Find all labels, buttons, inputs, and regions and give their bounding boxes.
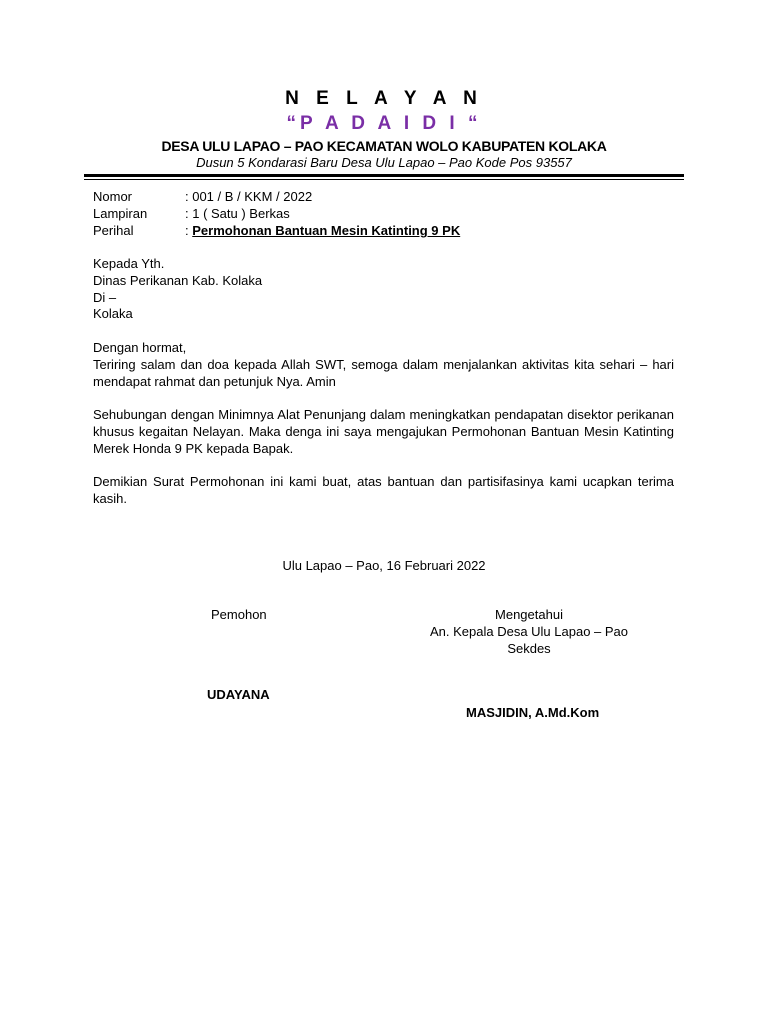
letterhead-rule-thin: [84, 179, 684, 180]
place-date: Ulu Lapao – Pao, 16 Februari 2022: [282, 558, 486, 573]
acknowledger-name: MASJIDIN, A.Md.Kom: [466, 705, 600, 720]
paragraph-3: Demikian Surat Permohonan ini kami buat, atas bantuan dan partisifasinya kami ucapkan terima kasih.: [93, 474, 674, 506]
acknowledger-position: An. Kepala Desa Ulu Lapao – Pao: [429, 624, 629, 639]
recipient-line-2: Dinas Perikanan Kab. Kolaka: [93, 273, 263, 288]
letterhead-subtitle: “P A D A I D I “: [286, 113, 482, 134]
letterhead-organization: DESA ULU LAPAO – PAO KECAMATAN WOLO KABUPATEN KOLAKA: [161, 138, 607, 154]
paragraph-2: Sehubungan dengan Minimnya Alat Penunjang dalam meningkatkan pendapatan disektor perikanan khusus kegaitan Nelayan. Maka denga ini saya mengajukan Permohonan Bantuan Mesin Katinting Merek Honda 9 PK kepada Bapak.: [93, 407, 674, 456]
recipient-line-3: Di –: [93, 290, 117, 305]
letterhead-address: Dusun 5 Kondarasi Baru Desa Ulu Lapao – Pao Kode Pos 93557: [196, 155, 572, 170]
greeting: Dengan hormat,: [93, 340, 187, 355]
nomor-label: Nomor: [93, 189, 133, 204]
lampiran-label: Lampiran: [93, 206, 148, 221]
nomor-value: : 001 / B / KKM / 2022: [185, 189, 313, 204]
applicant-title: Pemohon: [211, 607, 267, 622]
recipient-line-4: Kolaka: [93, 306, 133, 321]
acknowledger-role: Sekdes: [507, 641, 551, 656]
lampiran-value: : 1 ( Satu ) Berkas: [185, 206, 290, 221]
perihal-label: Perihal: [93, 223, 134, 238]
perihal-row: [185, 222, 460, 239]
paragraph-1: Teriring salam dan doa kepada Allah SWT, semoga dalam menjalankan aktivitas kita sehari – hari mendapat rahmat dan petunjuk Nya. Amin: [93, 357, 674, 389]
letterhead-rule-thick: [84, 174, 684, 177]
acknowledger-title: Mengetahui: [495, 607, 563, 622]
letterhead-title: N E L A Y A N: [285, 88, 483, 109]
perihal-colon: :: [185, 223, 193, 238]
applicant-name: UDAYANA: [207, 687, 270, 702]
perihal-value: Permohonan Bantuan Mesin Katinting 9 PK: [192, 223, 461, 238]
recipient-line-1: Kepada Yth.: [93, 256, 165, 271]
